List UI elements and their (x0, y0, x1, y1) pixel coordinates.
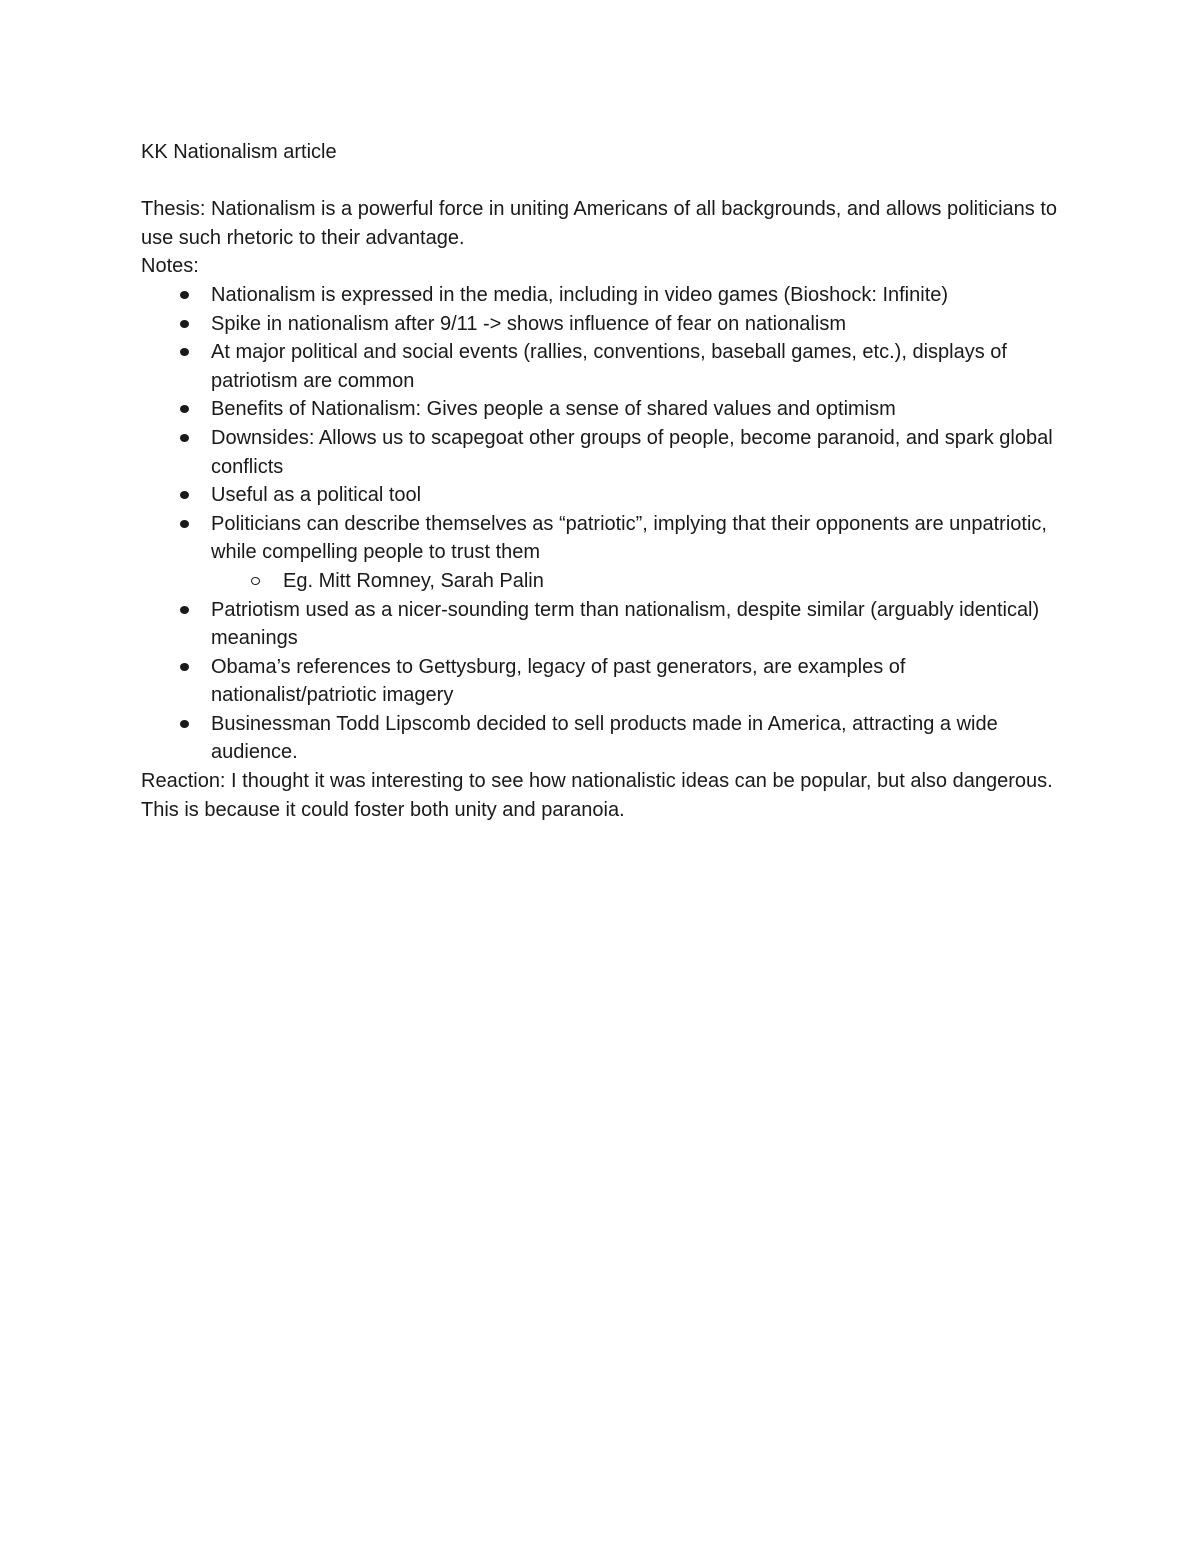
list-item (211, 424, 1071, 481)
list-item-text: Spike in nationalism after 9/11 -> shows influence of fear on nationalism (211, 312, 846, 335)
bullet-icon (180, 348, 189, 356)
bullet-icon (180, 520, 189, 528)
list-item-text: At major political and social events (rallies, conventions, baseball games, etc.), displays of patriotism are common (211, 341, 1007, 392)
thesis-paragraph: Thesis: Nationalism is a powerful force in uniting Americans of all backgrounds, and allows politicians to use such rhetoric to their advantage. (141, 198, 1058, 249)
list-item-text: Businessman Todd Lipscomb decided to sell products made in America, attracting a wide audience. (211, 712, 998, 764)
list-item-text: Downsides: Allows us to scapegoat other groups of people, become paranoid, and spark global conflicts (211, 426, 1053, 478)
list-item (211, 653, 1071, 710)
sub-notes-list (211, 567, 1071, 596)
list-item (211, 710, 1071, 767)
document-title: KK Nationalism article (141, 141, 337, 163)
list-item-text: Benefits of Nationalism: Gives people a sense of shared values and optimism (211, 398, 896, 421)
list-item (211, 395, 1071, 424)
list-item-text: Nationalism is expressed in the media, including in video games (Bioshock: Infinite) (211, 283, 949, 306)
sub-list-item-text: Eg. Mitt Romney, Sarah Palin (283, 569, 544, 592)
notes-label: Notes: (141, 255, 199, 278)
hollow-bullet-icon (251, 577, 260, 585)
spacer (141, 167, 1071, 196)
list-item (211, 281, 1071, 310)
bullet-icon (180, 491, 189, 499)
notes-list (141, 281, 1071, 767)
list-item (211, 481, 1071, 510)
bullet-icon (180, 434, 189, 442)
bullet-icon (180, 291, 189, 299)
bullet-icon (180, 405, 189, 413)
list-item (211, 596, 1071, 653)
list-item-text: Useful as a political tool (211, 484, 422, 507)
bullet-icon (180, 606, 189, 614)
list-item-text: Patriotism used as a nicer-sounding term than nationalism, despite similar (arguably identical) meanings (211, 598, 1040, 650)
sub-list-item (283, 567, 1071, 596)
list-item-text: Politicians can describe themselves as “patriotic”, implying that their opponents are unpatriotic, while compelling people to trust them (211, 512, 1047, 564)
reaction-paragraph: Reaction: I thought it was interesting to see how nationalistic ideas can be popular, but also dangerous. This is because it could foster both unity and paranoia. (141, 770, 1053, 821)
bullet-icon (180, 720, 189, 728)
bullet-icon (180, 663, 189, 671)
document-page (141, 138, 1071, 824)
list-item (211, 338, 1071, 395)
list-item (211, 310, 1071, 339)
list-item-text: Obama’s references to Gettysburg, legacy of past generators, are examples of nationalist/patriotic imagery (211, 655, 906, 707)
list-item (211, 510, 1071, 596)
bullet-icon (180, 320, 189, 328)
